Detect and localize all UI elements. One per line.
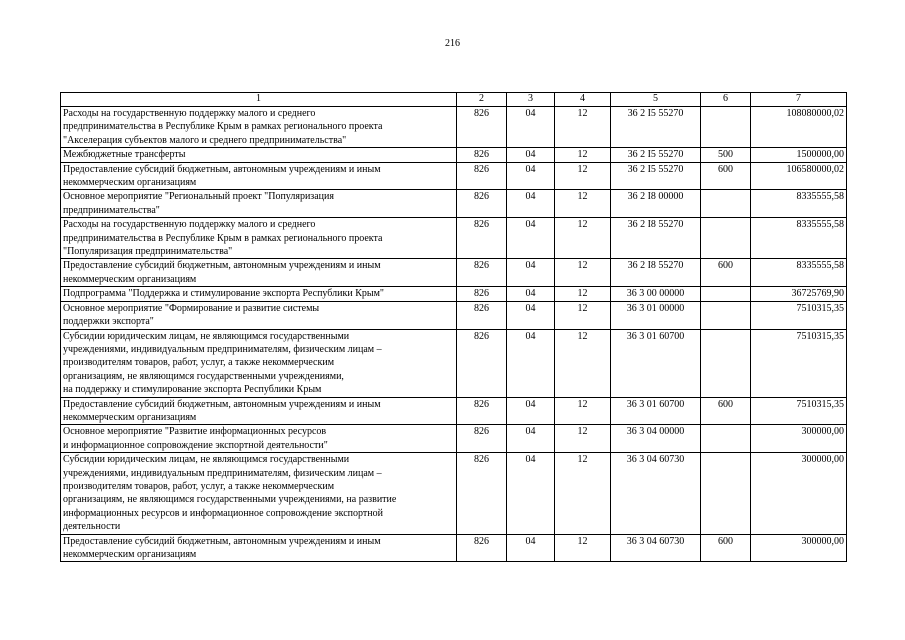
section-code-cell: 04	[507, 148, 555, 162]
table-row	[61, 148, 847, 162]
row-name-cell: Межбюджетные трансферты	[61, 148, 457, 162]
expense-type-cell	[701, 301, 751, 329]
section-code-cell: 04	[507, 190, 555, 218]
section-code-cell: 04	[507, 453, 555, 534]
subsection-code-cell: 12	[555, 190, 611, 218]
expense-type-cell	[701, 218, 751, 259]
amount-cell: 300000,00	[751, 453, 847, 534]
subsection-code-cell: 12	[555, 259, 611, 287]
target-article-cell: 36 3 04 00000	[611, 425, 701, 453]
subsection-code-cell: 12	[555, 107, 611, 148]
section-code-cell: 04	[507, 218, 555, 259]
amount-cell: 7510315,35	[751, 397, 847, 425]
section-code-cell: 04	[507, 425, 555, 453]
target-article-cell: 36 3 01 60700	[611, 397, 701, 425]
target-article-cell: 36 2 I8 00000	[611, 190, 701, 218]
ministry-code-cell: 826	[457, 425, 507, 453]
ministry-code-cell: 826	[457, 190, 507, 218]
subsection-code-cell: 12	[555, 425, 611, 453]
column-header: 7	[751, 93, 847, 107]
amount-cell: 300000,00	[751, 425, 847, 453]
row-name-cell: Расходы на государственную поддержку малого и среднего предпринимательства в Республике Крым в рамках регионального проекта "Популяризация предпринимательства"	[61, 218, 457, 259]
expense-type-cell	[701, 425, 751, 453]
amount-cell: 8335555,58	[751, 259, 847, 287]
target-article-cell: 36 3 04 60730	[611, 453, 701, 534]
target-article-cell: 36 3 01 60700	[611, 329, 701, 397]
row-name-cell: Основное мероприятие "Региональный проект "Популяризация предпринимательства"	[61, 190, 457, 218]
amount-cell: 36725769,90	[751, 287, 847, 301]
expense-type-cell: 600	[701, 259, 751, 287]
column-header: 5	[611, 93, 701, 107]
table-row	[61, 425, 847, 453]
subsection-code-cell: 12	[555, 329, 611, 397]
amount-cell: 106580000,02	[751, 162, 847, 190]
row-name-cell: Предоставление субсидий бюджетным, автономным учреждениям и иным некоммерческим организациям	[61, 259, 457, 287]
column-header: 1	[61, 93, 457, 107]
table-row	[61, 259, 847, 287]
expense-type-cell	[701, 287, 751, 301]
subsection-code-cell: 12	[555, 148, 611, 162]
section-code-cell: 04	[507, 397, 555, 425]
column-header: 2	[457, 93, 507, 107]
ministry-code-cell: 826	[457, 329, 507, 397]
table-row	[61, 287, 847, 301]
amount-cell: 8335555,58	[751, 218, 847, 259]
ministry-code-cell: 826	[457, 162, 507, 190]
amount-cell: 1500000,00	[751, 148, 847, 162]
ministry-code-cell: 826	[457, 397, 507, 425]
table-row	[61, 453, 847, 534]
subsection-code-cell: 12	[555, 397, 611, 425]
ministry-code-cell: 826	[457, 301, 507, 329]
table-row	[61, 218, 847, 259]
expense-type-cell	[701, 329, 751, 397]
row-name-cell: Основное мероприятие "Формирование и развитие системы поддержки экспорта"	[61, 301, 457, 329]
section-code-cell: 04	[507, 162, 555, 190]
target-article-cell: 36 2 I8 55270	[611, 218, 701, 259]
table-row	[61, 162, 847, 190]
ministry-code-cell: 826	[457, 534, 507, 562]
amount-cell: 7510315,35	[751, 301, 847, 329]
amount-cell: 7510315,35	[751, 329, 847, 397]
ministry-code-cell: 826	[457, 453, 507, 534]
subsection-code-cell: 12	[555, 453, 611, 534]
target-article-cell: 36 2 I5 55270	[611, 162, 701, 190]
target-article-cell: 36 2 I5 55270	[611, 107, 701, 148]
table-row	[61, 190, 847, 218]
page-number: 216	[445, 38, 460, 49]
row-name-cell: Подпрограмма "Поддержка и стимулирование экспорта Республики Крым"	[61, 287, 457, 301]
section-code-cell: 04	[507, 534, 555, 562]
subsection-code-cell: 12	[555, 301, 611, 329]
column-header: 6	[701, 93, 751, 107]
table-row	[61, 534, 847, 562]
expense-type-cell	[701, 190, 751, 218]
subsection-code-cell: 12	[555, 534, 611, 562]
row-name-cell: Субсидии юридическим лицам, не являющимся государственными учреждениями, индивидуальным предпринимателям, физическим лицам – производителям товаров, работ, услуг, а также некоммерческим организациям, не являющимся государственными учреждениями, на развитие информационных ресурсов и информационное сопровождение экспортной деятельности	[61, 453, 457, 534]
table-row	[61, 329, 847, 397]
amount-cell: 8335555,58	[751, 190, 847, 218]
table-row	[61, 301, 847, 329]
table-row	[61, 107, 847, 148]
amount-cell: 300000,00	[751, 534, 847, 562]
row-name-cell: Предоставление субсидий бюджетным, автономным учреждениям и иным некоммерческим организациям	[61, 162, 457, 190]
section-code-cell: 04	[507, 107, 555, 148]
row-name-cell: Основное мероприятие "Развитие информационных ресурсов и информационное сопровождение экспортной деятельности"	[61, 425, 457, 453]
ministry-code-cell: 826	[457, 287, 507, 301]
ministry-code-cell: 826	[457, 148, 507, 162]
expense-type-cell: 500	[701, 148, 751, 162]
column-header: 4	[555, 93, 611, 107]
table-row	[61, 397, 847, 425]
target-article-cell: 36 2 I5 55270	[611, 148, 701, 162]
ministry-code-cell: 826	[457, 259, 507, 287]
section-code-cell: 04	[507, 329, 555, 397]
target-article-cell: 36 3 04 60730	[611, 534, 701, 562]
expense-type-cell	[701, 107, 751, 148]
target-article-cell: 36 3 01 00000	[611, 301, 701, 329]
row-name-cell: Расходы на государственную поддержку малого и среднего предпринимательства в Республике Крым в рамках регионального проекта "Акселерация субъектов малого и среднего предпринимательства"	[61, 107, 457, 148]
row-name-cell: Предоставление субсидий бюджетным, автономным учреждениям и иным некоммерческим организациям	[61, 534, 457, 562]
expense-type-cell	[701, 453, 751, 534]
column-header: 3	[507, 93, 555, 107]
subsection-code-cell: 12	[555, 162, 611, 190]
expense-type-cell: 600	[701, 534, 751, 562]
expense-type-cell: 600	[701, 397, 751, 425]
header-row	[61, 93, 847, 107]
ministry-code-cell: 826	[457, 218, 507, 259]
subsection-code-cell: 12	[555, 218, 611, 259]
section-code-cell: 04	[507, 301, 555, 329]
subsection-code-cell: 12	[555, 287, 611, 301]
ministry-code-cell: 826	[457, 107, 507, 148]
target-article-cell: 36 2 I8 55270	[611, 259, 701, 287]
amount-cell: 108080000,02	[751, 107, 847, 148]
row-name-cell: Предоставление субсидий бюджетным, автономным учреждениям и иным некоммерческим организациям	[61, 397, 457, 425]
expense-type-cell: 600	[701, 162, 751, 190]
row-name-cell: Субсидии юридическим лицам, не являющимся государственными учреждениями, индивидуальным предпринимателям, физическим лицам – производителям товаров, работ, услуг, а также некоммерческим организациям, не являющимся государственными учреждениями, на поддержку и стимулирование экспорта Республики Крым	[61, 329, 457, 397]
target-article-cell: 36 3 00 00000	[611, 287, 701, 301]
section-code-cell: 04	[507, 287, 555, 301]
section-code-cell: 04	[507, 259, 555, 287]
budget-table	[60, 92, 847, 562]
